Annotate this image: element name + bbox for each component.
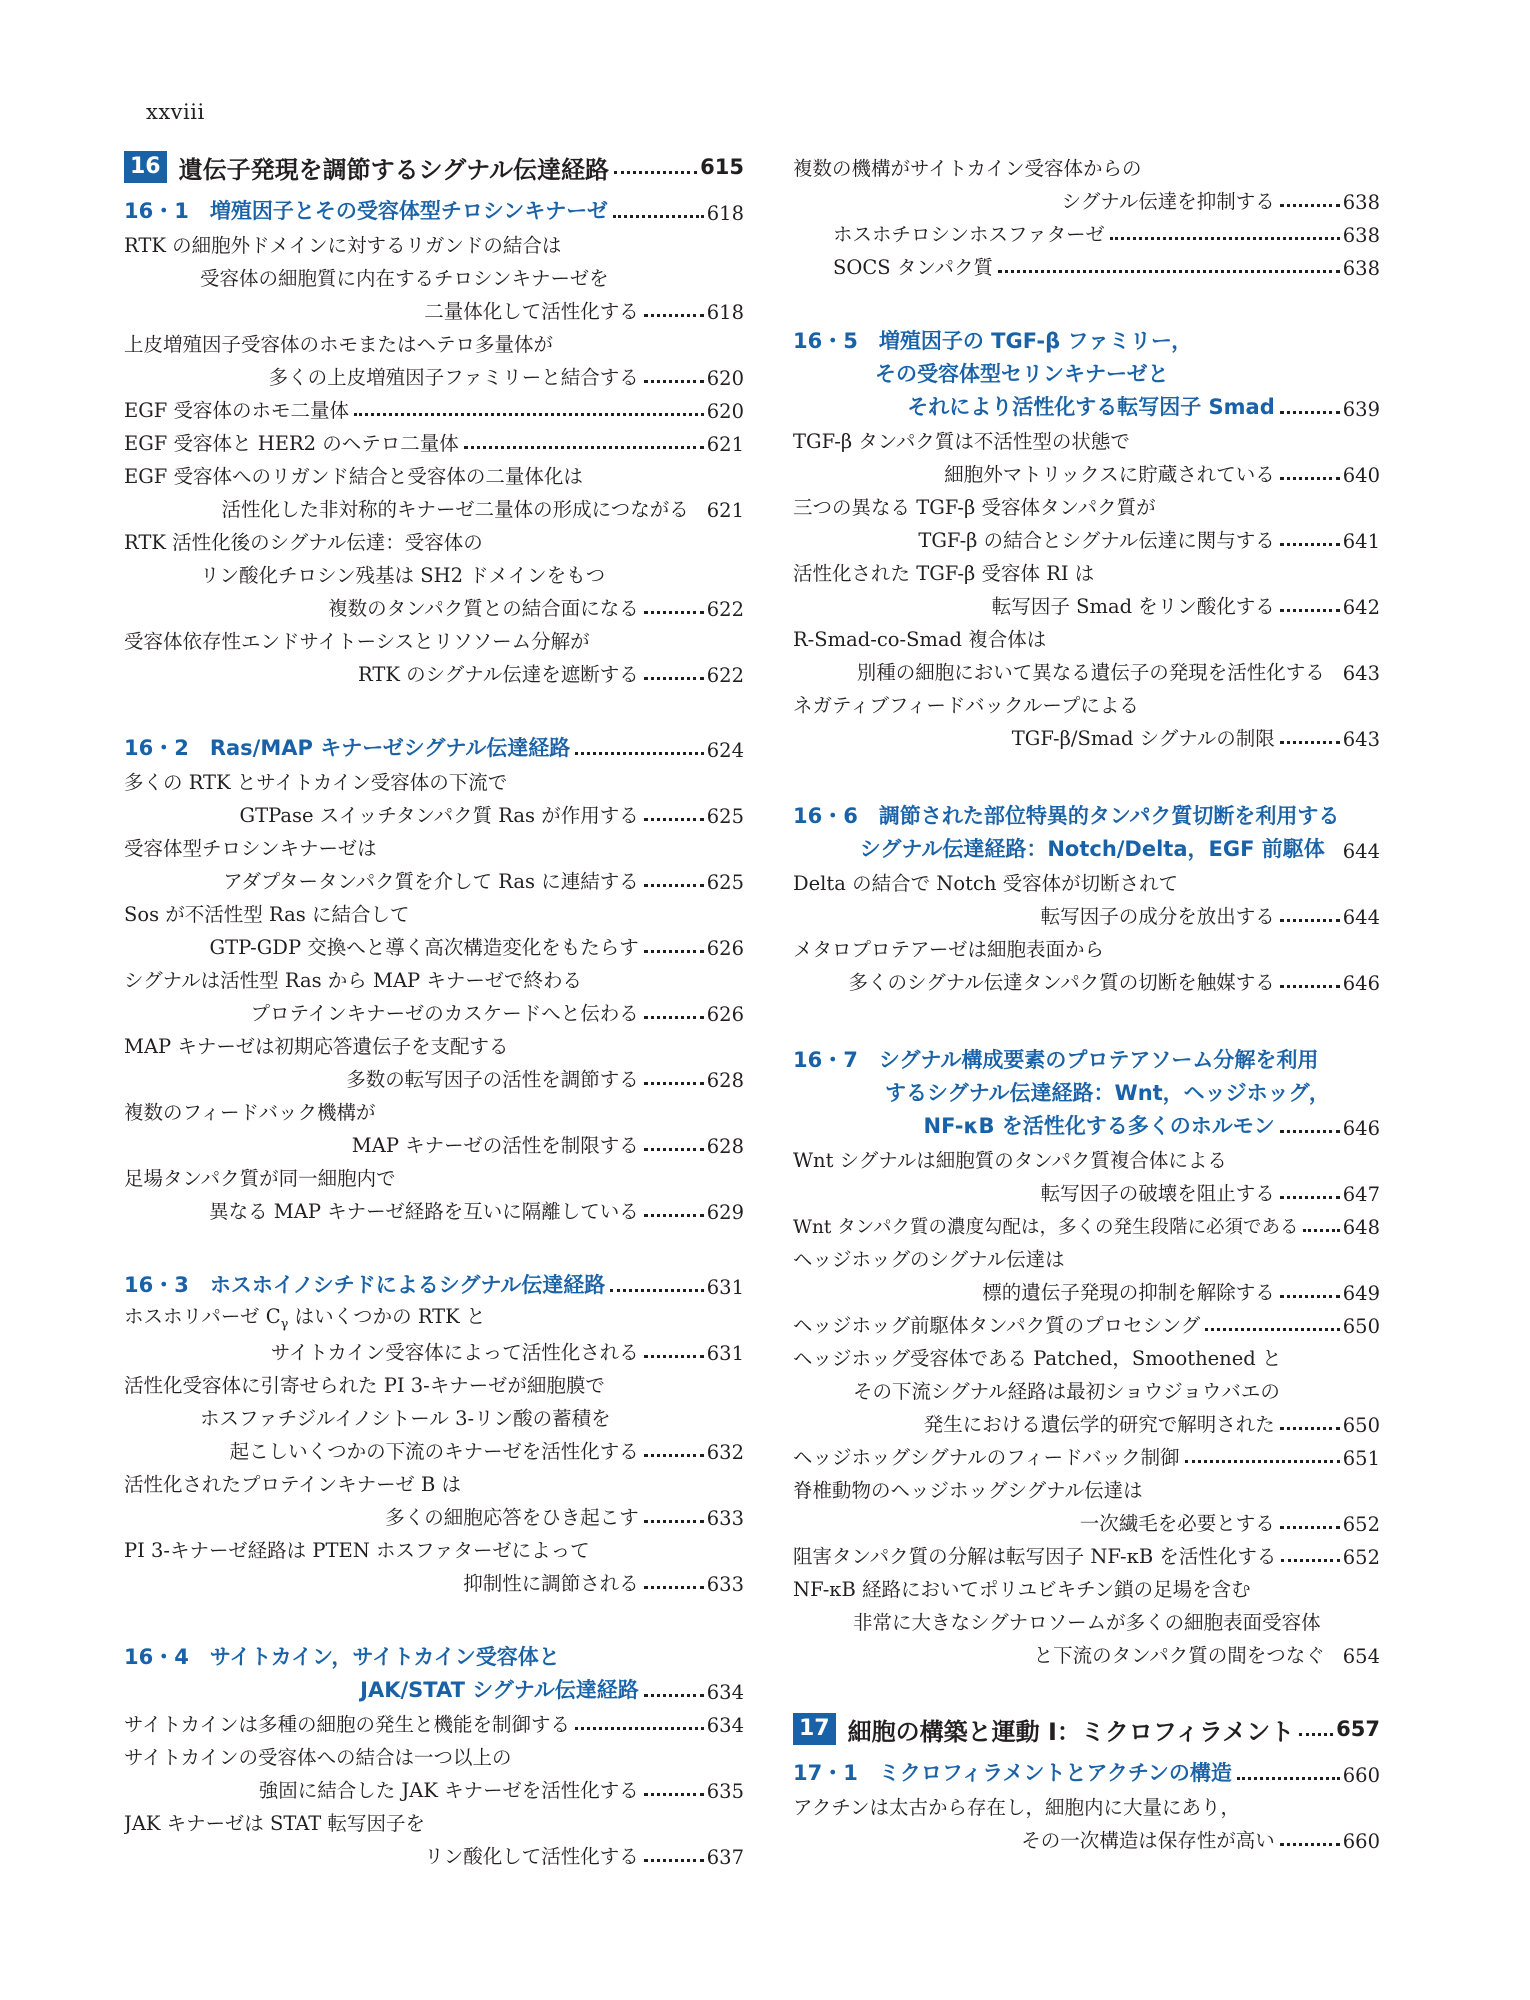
toc-entry[interactable] — [793, 1140, 1380, 1173]
entry-page: 638 — [1342, 224, 1380, 247]
section-16-7-heading[interactable] — [793, 1041, 1380, 1074]
chapter-16-heading[interactable] — [124, 148, 744, 186]
dot-leader — [644, 884, 704, 887]
entry-line: Wnt タンパク質の濃度勾配は，多くの発生段階に必須である — [793, 1217, 1299, 1238]
toc-entry[interactable] — [124, 1530, 744, 1563]
toc-entry-continuation — [793, 520, 1380, 553]
toc-entry[interactable] — [793, 1536, 1380, 1569]
entry-line: Sos が不活性型 Ras に結合して — [124, 903, 410, 926]
dot-leader — [1280, 919, 1340, 922]
toc-entry[interactable] — [124, 960, 744, 993]
toc-entry-continuation — [793, 1404, 1380, 1437]
toc-entry[interactable] — [124, 1737, 744, 1770]
toc-entry[interactable] — [124, 828, 744, 861]
entry-page: 618 — [706, 301, 744, 324]
section-title: 16・1 増殖因子とその受容体型チロシンキナーゼ — [124, 199, 608, 223]
section-page: 634 — [706, 1681, 744, 1704]
section-16-6-heading[interactable] — [793, 797, 1380, 830]
entry-line: 発生における遺伝学的研究で解明された — [923, 1413, 1275, 1436]
chapter-number-badge: 16 — [124, 151, 167, 183]
entry-page: 631 — [706, 1342, 744, 1365]
toc-entry[interactable] — [793, 1437, 1380, 1470]
chapter-page: 615 — [700, 155, 744, 179]
entry-line: EGF 受容体と HER2 のヘテロ二量体 — [124, 432, 459, 455]
dot-leader — [644, 818, 704, 821]
entry-line: 阻害タンパク質の分解は転写因子 NF-κB を活性化する — [793, 1545, 1277, 1568]
entry-line: 多くの RTK とサイトカイン受容体の下流で — [124, 771, 508, 794]
entry-page: 644 — [1342, 906, 1380, 929]
section-title-line: その受容体型セリンキナーゼと — [875, 362, 1169, 386]
entry-page: 634 — [706, 1714, 744, 1737]
entry-line: 一次繊毛を必要とする — [1079, 1512, 1275, 1535]
entry-page: 652 — [1342, 1513, 1380, 1536]
entry-page: 633 — [706, 1507, 744, 1530]
entry-page: 626 — [706, 1003, 744, 1026]
toc-entry[interactable] — [793, 1338, 1380, 1371]
dot-leader — [644, 1793, 704, 1796]
entry-line: TGF-β/Smad シグナルの制限 — [1011, 727, 1275, 750]
entry-page: 641 — [1342, 530, 1380, 553]
entry-line: 複数のフィードバック機構が — [124, 1101, 376, 1124]
entry-page: 643 — [1342, 728, 1380, 751]
section-title-line: 16・6 調節された部位特異的タンパク質切断を利用する — [793, 804, 1340, 828]
entry-page: 622 — [706, 664, 744, 687]
entry-page: 625 — [706, 871, 744, 894]
section-title: 16・2 Ras/MAP キナーゼシグナル伝達経路 — [124, 736, 571, 760]
section-title-line: 16・7 シグナル構成要素のプロテアソーム分解を利用 — [793, 1048, 1319, 1072]
entry-line: 受容体依存性エンドサイトーシスとリソソーム分解が — [124, 630, 590, 653]
toc-entry[interactable] — [793, 1239, 1380, 1272]
entry-line: 多くの細胞応答をひき起こす — [385, 1506, 639, 1529]
toc-entry[interactable] — [124, 894, 744, 927]
toc-entry-continuation — [793, 896, 1380, 929]
dot-leader — [644, 1082, 704, 1085]
toc-entry[interactable] — [793, 1787, 1380, 1820]
entry-page: 628 — [706, 1069, 744, 1092]
entry-line: 受容体の細胞質に内在するチロシンキナーゼを — [200, 267, 609, 290]
section-page: 618 — [706, 202, 744, 225]
toc-entry[interactable] — [793, 929, 1380, 962]
chapter-17-heading[interactable] — [793, 1710, 1380, 1748]
entry-page: 646 — [1342, 972, 1380, 995]
toc-entry[interactable] — [124, 1803, 744, 1836]
entry-line: サイトカインは多種の細胞の発生と機能を制御する — [124, 1713, 570, 1736]
section-16-7-heading-continuation — [793, 1074, 1380, 1107]
dot-leader — [575, 1727, 704, 1730]
toc-entry[interactable] — [124, 1464, 744, 1497]
toc-entry-continuation — [124, 1431, 744, 1464]
entry-page: 637 — [706, 1846, 744, 1869]
entry-page: 660 — [1342, 1830, 1380, 1853]
toc-entry[interactable] — [793, 247, 1380, 280]
entry-line: その下流シグナル経路は最初ショウジョウバエの — [853, 1380, 1280, 1403]
toc-entry-continuation — [124, 1836, 744, 1869]
toc-entry[interactable] — [124, 1365, 744, 1398]
entry-line: ネガティブフィードバックループによる — [793, 694, 1139, 717]
dot-leader — [644, 1586, 704, 1589]
toc-entry[interactable] — [124, 390, 744, 423]
entry-line: リン酸化チロシン残基は SH2 ドメインをもつ — [200, 564, 606, 587]
section-16-5-heading-continuation — [793, 388, 1380, 421]
entry-page: 626 — [706, 937, 744, 960]
dot-leader — [610, 1289, 704, 1292]
entry-page: 649 — [1342, 1282, 1380, 1305]
entry-line: TGF-β の結合とシグナル伝達に関与する — [918, 529, 1275, 552]
toc-entry-continuation — [124, 654, 744, 687]
toc-entry[interactable] — [793, 863, 1380, 896]
entry-page: 650 — [1342, 1414, 1380, 1437]
entry-line: SOCS タンパク質 — [833, 256, 993, 279]
toc-entry-continuation — [124, 1125, 744, 1158]
toc-entry[interactable] — [124, 522, 744, 555]
toc-entry[interactable] — [124, 324, 744, 357]
entry-line: シグナルは活性型 Ras から MAP キナーゼで終わる — [124, 969, 582, 992]
toc-entry[interactable] — [793, 148, 1380, 181]
entry-page: 643 — [1342, 662, 1380, 685]
entry-page: 622 — [706, 598, 744, 621]
toc-entry[interactable] — [124, 423, 744, 456]
toc-entry[interactable] — [793, 1305, 1380, 1338]
entry-line: 強固に結合した JAK キナーゼを活性化する — [258, 1779, 639, 1802]
entry-line: 標的遺伝子発現の抑制を解除する — [982, 1281, 1275, 1304]
toc-entry-continuation — [124, 1497, 744, 1530]
entry-line: 足場タンパク質が同一細胞内で — [124, 1167, 396, 1190]
toc-entry-continuation — [793, 454, 1380, 487]
toc-entry-continuation — [124, 1191, 744, 1224]
toc-right-column — [793, 148, 1380, 1853]
section-title-line: するシグナル伝達経路：Wnt，ヘッジホッグ， — [885, 1081, 1330, 1105]
section-title-line: 16・5 増殖因子の TGF-β ファミリー， — [793, 329, 1193, 353]
dot-leader — [644, 1859, 704, 1862]
dot-leader — [464, 446, 704, 449]
toc-entry-continuation — [124, 1059, 744, 1092]
entry-line: その一次構造は保存性が高い — [1021, 1829, 1275, 1852]
dot-leader — [1299, 1733, 1333, 1736]
section-16-4-heading[interactable] — [124, 1638, 744, 1671]
dot-leader — [575, 752, 703, 755]
entry-page: 625 — [706, 805, 744, 828]
toc-entry-continuation — [793, 181, 1380, 214]
entry-line: EGF 受容体へのリガンド結合と受容体の二量体化は — [124, 465, 583, 488]
entry-line: PI 3-キナーゼ経路は PTEN ホスファターゼによって — [124, 1539, 590, 1562]
dot-leader — [1280, 1843, 1340, 1846]
toc-entry-continuation — [124, 588, 744, 621]
section-title: 16・3 ホスホイノシチドによるシグナル伝達経路 — [124, 1273, 606, 1297]
dot-leader — [644, 950, 704, 953]
toc-left-column — [124, 148, 744, 1869]
dot-leader — [1280, 609, 1340, 612]
toc-entry-continuation — [793, 1272, 1380, 1305]
toc-entry-continuation — [793, 652, 1380, 685]
entry-page: 648 — [1342, 1216, 1380, 1239]
entry-page: 629 — [706, 1201, 744, 1224]
entry-line: 活性化した非対称的キナーゼ二量体の形成につながる — [221, 498, 689, 521]
entry-line: GTP-GDP 交換へと導く高次構造変化をもたらす — [209, 936, 639, 959]
entry-page: 628 — [706, 1135, 744, 1158]
dot-leader — [1280, 1526, 1340, 1529]
toc-entry-continuation — [793, 718, 1380, 751]
toc-entry-continuation — [124, 357, 744, 390]
toc-entry[interactable] — [124, 1704, 744, 1737]
entry-line: アクチンは太古から存在し，細胞内に大量にあり， — [793, 1796, 1240, 1819]
entry-line: サイトカイン受容体によって活性化される — [270, 1341, 639, 1364]
section-title: 17・1 ミクロフィラメントとアクチンの構造 — [793, 1761, 1232, 1785]
entry-line: メタロプロテアーゼは細胞表面から — [793, 938, 1105, 961]
dot-leader — [644, 1694, 704, 1697]
toc-entry-continuation — [124, 795, 744, 828]
entry-line: 転写因子 Smad をリン酸化する — [991, 595, 1275, 618]
section-title-line: NF-κB を活性化する多くのホルモン — [923, 1114, 1275, 1138]
toc-entry-continuation — [124, 1398, 744, 1431]
entry-page: 638 — [1342, 191, 1380, 214]
entry-page: 621 — [706, 433, 744, 456]
section-16-3-heading[interactable] — [124, 1266, 744, 1299]
toc-entry-continuation — [124, 1770, 744, 1803]
section-16-1-heading[interactable] — [124, 192, 744, 225]
section-title-line: シグナル伝達経路：Notch/Delta，EGF 前駆体 — [859, 837, 1325, 861]
entry-page: 654 — [1342, 1645, 1380, 1668]
entry-line: アダプタータンパク質を介して Ras に連結する — [223, 870, 639, 893]
entry-line: 異なる MAP キナーゼ経路を互いに隔離している — [209, 1200, 639, 1223]
section-page: 639 — [1342, 398, 1380, 421]
entry-line: ホスホリパーゼ $C_\gamma$ はいくつかの RTK と — [124, 1305, 486, 1332]
toc-entry[interactable] — [793, 487, 1380, 520]
dot-leader — [1280, 1295, 1340, 1298]
section-page: 644 — [1342, 840, 1380, 863]
toc-entry-continuation — [124, 927, 744, 960]
page-number: xxviii — [146, 100, 205, 124]
entry-page: 632 — [706, 1441, 744, 1464]
section-title-line: JAK/STAT シグナル伝達経路 — [360, 1678, 639, 1702]
section-16-5-heading[interactable] — [793, 322, 1380, 355]
entry-page: 652 — [1342, 1546, 1380, 1569]
entry-line: Delta の結合で Notch 受容体が切断されて — [793, 872, 1179, 895]
dot-leader — [614, 171, 697, 174]
entry-line: 転写因子の成分を放出する — [1040, 905, 1275, 928]
entry-line: ヘッジホッグ前駆体タンパク質のプロセシング — [793, 1314, 1201, 1337]
chapter-number-badge: 17 — [793, 1713, 836, 1745]
entry-line: 多くの上皮増殖因子ファミリーと結合する — [268, 366, 639, 389]
toc-entry[interactable] — [793, 1206, 1380, 1239]
dot-leader — [644, 1016, 704, 1019]
chapter-page: 657 — [1336, 1717, 1380, 1741]
toc-entry[interactable] — [124, 225, 744, 258]
entry-line: リン酸化して活性化する — [424, 1845, 639, 1868]
section-title-line: それにより活性化する転写因子 Smad — [907, 395, 1275, 419]
toc-entry[interactable] — [793, 619, 1380, 652]
toc-entry-continuation — [124, 258, 744, 291]
entry-line: RTK の細胞外ドメインに対するリガンドの結合は — [124, 234, 562, 257]
entry-line: 活性化された TGF-β 受容体 RI は — [793, 562, 1095, 585]
entry-line: ヘッジホッグのシグナル伝達は — [793, 1248, 1065, 1271]
entry-page: 650 — [1342, 1315, 1380, 1338]
dot-leader — [644, 380, 704, 383]
entry-page: 620 — [706, 400, 744, 423]
toc-entry[interactable] — [124, 1299, 744, 1332]
entry-line: プロテインキナーゼのカスケードへと伝わる — [250, 1002, 639, 1025]
dot-leader — [1110, 237, 1340, 240]
entry-line: サイトカインの受容体への結合は一つ以上の — [124, 1746, 512, 1769]
toc-entry[interactable] — [124, 1026, 744, 1059]
toc-entry-continuation — [124, 1332, 744, 1365]
dot-leader — [644, 677, 704, 680]
toc-entry[interactable] — [793, 685, 1380, 718]
toc-entry[interactable] — [793, 1470, 1380, 1503]
entry-line: RTK 活性化後のシグナル伝達：受容体の — [124, 531, 483, 554]
dot-leader — [1280, 204, 1340, 207]
entry-line: 複数の機構がサイトカイン受容体からの — [793, 157, 1142, 180]
chapter-title: 遺伝子発現を調節するシグナル伝達経路 — [178, 155, 609, 184]
toc-entry-continuation — [793, 1503, 1380, 1536]
entry-line: GTPase スイッチタンパク質 Ras が作用する — [239, 804, 639, 827]
toc-entry[interactable] — [124, 762, 744, 795]
entry-line: EGF 受容体のホモ二量体 — [124, 399, 350, 422]
dot-leader — [1281, 1559, 1339, 1562]
entry-line: ヘッジホッグ受容体である Patched，Smoothened と — [793, 1347, 1282, 1370]
entry-line: MAP キナーゼは初期応答遺伝子を支配する — [124, 1035, 509, 1058]
entry-line: 二量体化して活性化する — [424, 300, 639, 323]
entry-page: 638 — [1342, 257, 1380, 280]
entry-page: 647 — [1342, 1183, 1380, 1206]
toc-entry-continuation — [793, 1602, 1380, 1635]
entry-line: 受容体型チロシンキナーゼは — [124, 837, 377, 860]
entry-line: 多数の転写因子の活性を調節する — [346, 1068, 639, 1091]
dot-leader — [998, 270, 1340, 273]
toc-entry[interactable] — [124, 1092, 744, 1125]
dot-leader — [644, 1148, 704, 1151]
dot-leader — [644, 1454, 704, 1457]
dot-leader — [1280, 477, 1340, 480]
entry-line: RTK のシグナル伝達を遮断する — [358, 663, 639, 686]
dot-leader — [1280, 411, 1340, 414]
entry-page: 651 — [1342, 1447, 1380, 1470]
section-page: 631 — [706, 1276, 744, 1299]
toc-entry-continuation — [793, 1635, 1380, 1668]
section-16-5-heading-continuation — [793, 355, 1380, 388]
toc-entry-continuation — [793, 962, 1380, 995]
section-title-line: 16・4 サイトカイン，サイトカイン受容体と — [124, 1645, 560, 1669]
entry-line: MAP キナーゼの活性を制限する — [351, 1134, 639, 1157]
toc-entry[interactable] — [793, 421, 1380, 454]
toc-entry-continuation — [124, 993, 744, 1026]
dot-leader — [1280, 741, 1340, 744]
entry-line: 起こしいくつかの下流のキナーゼを活性化する — [229, 1440, 639, 1463]
entry-page: 621 — [706, 499, 744, 522]
dot-leader — [1280, 1196, 1340, 1199]
entry-line: ホスホチロシンホスファターゼ — [833, 223, 1105, 246]
dot-leader — [644, 1214, 704, 1217]
section-page: 660 — [1342, 1764, 1380, 1787]
section-16-7-heading-continuation — [793, 1107, 1380, 1140]
gamma-subscript: γ — [280, 1317, 289, 1332]
toc-entry-continuation — [124, 861, 744, 894]
dot-leader — [644, 314, 704, 317]
entry-line: 活性化受容体に引寄せられた PI 3-キナーゼが細胞膜で — [124, 1374, 605, 1397]
entry-line: 転写因子の破壊を阻止する — [1040, 1182, 1275, 1205]
entry-page: 633 — [706, 1573, 744, 1596]
entry-line: 別種の細胞において異なる遺伝子の発現を活性化する — [856, 661, 1325, 684]
dot-leader — [644, 611, 704, 614]
entry-line: 多くのシグナル伝達タンパク質の切断を触媒する — [848, 971, 1275, 994]
toc-entry-continuation — [793, 1371, 1380, 1404]
toc-entry[interactable] — [124, 621, 744, 654]
toc-entry-continuation — [124, 1563, 744, 1596]
entry-line: 三つの異なる TGF-β 受容体タンパク質が — [793, 496, 1156, 519]
section-16-6-heading-continuation — [793, 830, 1380, 863]
dot-leader — [1205, 1328, 1340, 1331]
toc-entry[interactable] — [793, 214, 1380, 247]
toc-entry[interactable] — [124, 456, 744, 489]
dot-leader — [1303, 1229, 1339, 1232]
entry-page: 640 — [1342, 464, 1380, 487]
entry-line: ホスファチジルイノシトール 3-リン酸の蓄積を — [200, 1407, 611, 1430]
entry-line: NF-κB 経路においてポリユビキチン鎖の足場を含む — [793, 1578, 1251, 1601]
dot-leader — [1280, 543, 1340, 546]
toc-entry[interactable] — [793, 553, 1380, 586]
entry-line: シグナル伝達を抑制する — [1061, 190, 1275, 213]
toc-entry-continuation — [124, 489, 744, 522]
dot-leader — [1237, 1777, 1340, 1780]
toc-entry[interactable] — [124, 1158, 744, 1191]
entry-line: Wnt シグナルは細胞質のタンパク質複合体による — [793, 1149, 1227, 1172]
entry-line: R-Smad-co-Smad 複合体は — [793, 628, 1047, 651]
entry-line: 脊椎動物のヘッジホッグシグナル伝達は — [793, 1479, 1143, 1502]
dot-leader — [613, 215, 704, 218]
entry-line: 複数のタンパク質との結合面になる — [328, 597, 639, 620]
entry-line: 非常に大きなシグナロソームが多くの細胞表面受容体 — [853, 1611, 1321, 1634]
entry-line: 細胞外マトリックスに貯蔵されている — [944, 463, 1275, 486]
dot-leader — [644, 1355, 704, 1358]
chapter-title: 細胞の構築と運動 I：ミクロフィラメント — [847, 1717, 1295, 1746]
entry-line: ヘッジホッグシグナルのフィードバック制御 — [793, 1446, 1180, 1469]
entry-line: JAK キナーゼは STAT 転写因子を — [124, 1812, 425, 1835]
section-page: 646 — [1342, 1117, 1380, 1140]
entry-line: 上皮増殖因子受容体のホモまたはヘテロ多量体が — [124, 333, 554, 356]
entry-line: 活性化されたプロテインキナーゼ B は — [124, 1473, 461, 1496]
entry-page: 642 — [1342, 596, 1380, 619]
dot-leader — [354, 413, 704, 416]
toc-entry-continuation — [124, 291, 744, 324]
dot-leader — [1280, 1130, 1340, 1133]
section-16-2-heading[interactable] — [124, 729, 744, 762]
dot-leader — [1280, 985, 1340, 988]
section-17-1-heading[interactable] — [793, 1754, 1380, 1787]
dot-leader — [1185, 1460, 1340, 1463]
toc-entry-continuation — [793, 1173, 1380, 1206]
entry-page: 620 — [706, 367, 744, 390]
entry-line: TGF-β タンパク質は不活性型の状態で — [793, 430, 1130, 453]
entry-page: 635 — [706, 1780, 744, 1803]
toc-entry-continuation — [124, 555, 744, 588]
dot-leader — [1280, 1427, 1340, 1430]
section-page: 624 — [706, 739, 744, 762]
toc-entry-continuation — [793, 586, 1380, 619]
entry-line: 抑制性に調節される — [463, 1572, 639, 1595]
section-16-4-heading-continuation — [124, 1671, 744, 1704]
dot-leader — [644, 1520, 704, 1523]
toc-entry-continuation — [793, 1820, 1380, 1853]
entry-line: と下流のタンパク質の間をつなぐ — [1033, 1644, 1325, 1667]
toc-entry[interactable] — [793, 1569, 1380, 1602]
